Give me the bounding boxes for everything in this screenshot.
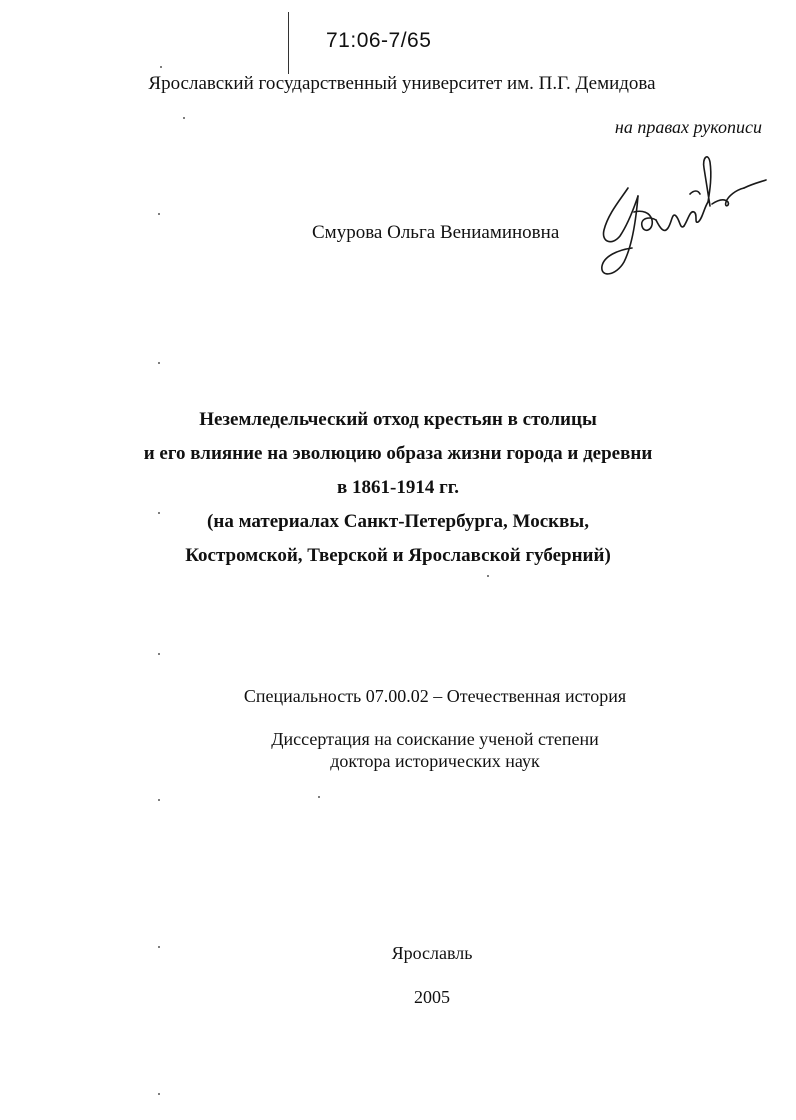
title-line: Неземледельческий отход крестьян в столицы [199, 409, 597, 430]
scan-margin-line [288, 12, 289, 74]
title-line: и его влияние на эволюцию образа жизни города и деревни [143, 443, 653, 464]
archive-code: 71:06-7/65 [326, 29, 432, 52]
degree-line: доктора исторических наук [330, 751, 540, 771]
year: 2005 [414, 987, 450, 1007]
scan-speck [318, 796, 320, 798]
dissertation-title [0, 403, 796, 573]
scan-speck [487, 575, 489, 577]
scan-speck [158, 213, 160, 215]
scan-speck [160, 66, 162, 68]
degree-statement [0, 728, 796, 772]
author-name: Смурова Ольга Вениаминовна [312, 222, 560, 243]
scan-speck [158, 512, 160, 514]
handwritten-signature [594, 150, 769, 280]
scan-speck [158, 946, 160, 948]
scan-speck [158, 653, 160, 655]
title-line: Костромской, Тверской и Ярославской губерний) [185, 545, 611, 566]
scan-speck [158, 362, 160, 364]
university-name: Ярославский государственный университет им. П.Г. Демидова [148, 73, 656, 94]
title-line: (на материалах Санкт-Петербурга, Москвы, [207, 511, 589, 532]
title-line: в 1861-1914 гг. [337, 477, 459, 498]
city: Ярославль [391, 943, 473, 963]
scan-speck [183, 117, 185, 119]
scan-speck [158, 1093, 160, 1095]
degree-line: Диссертация на соискание ученой степени [271, 729, 599, 749]
specialty: Специальность 07.00.02 – Отечественная история [243, 686, 627, 706]
manuscript-note: на правах рукописи [614, 117, 762, 137]
scan-speck [158, 799, 160, 801]
